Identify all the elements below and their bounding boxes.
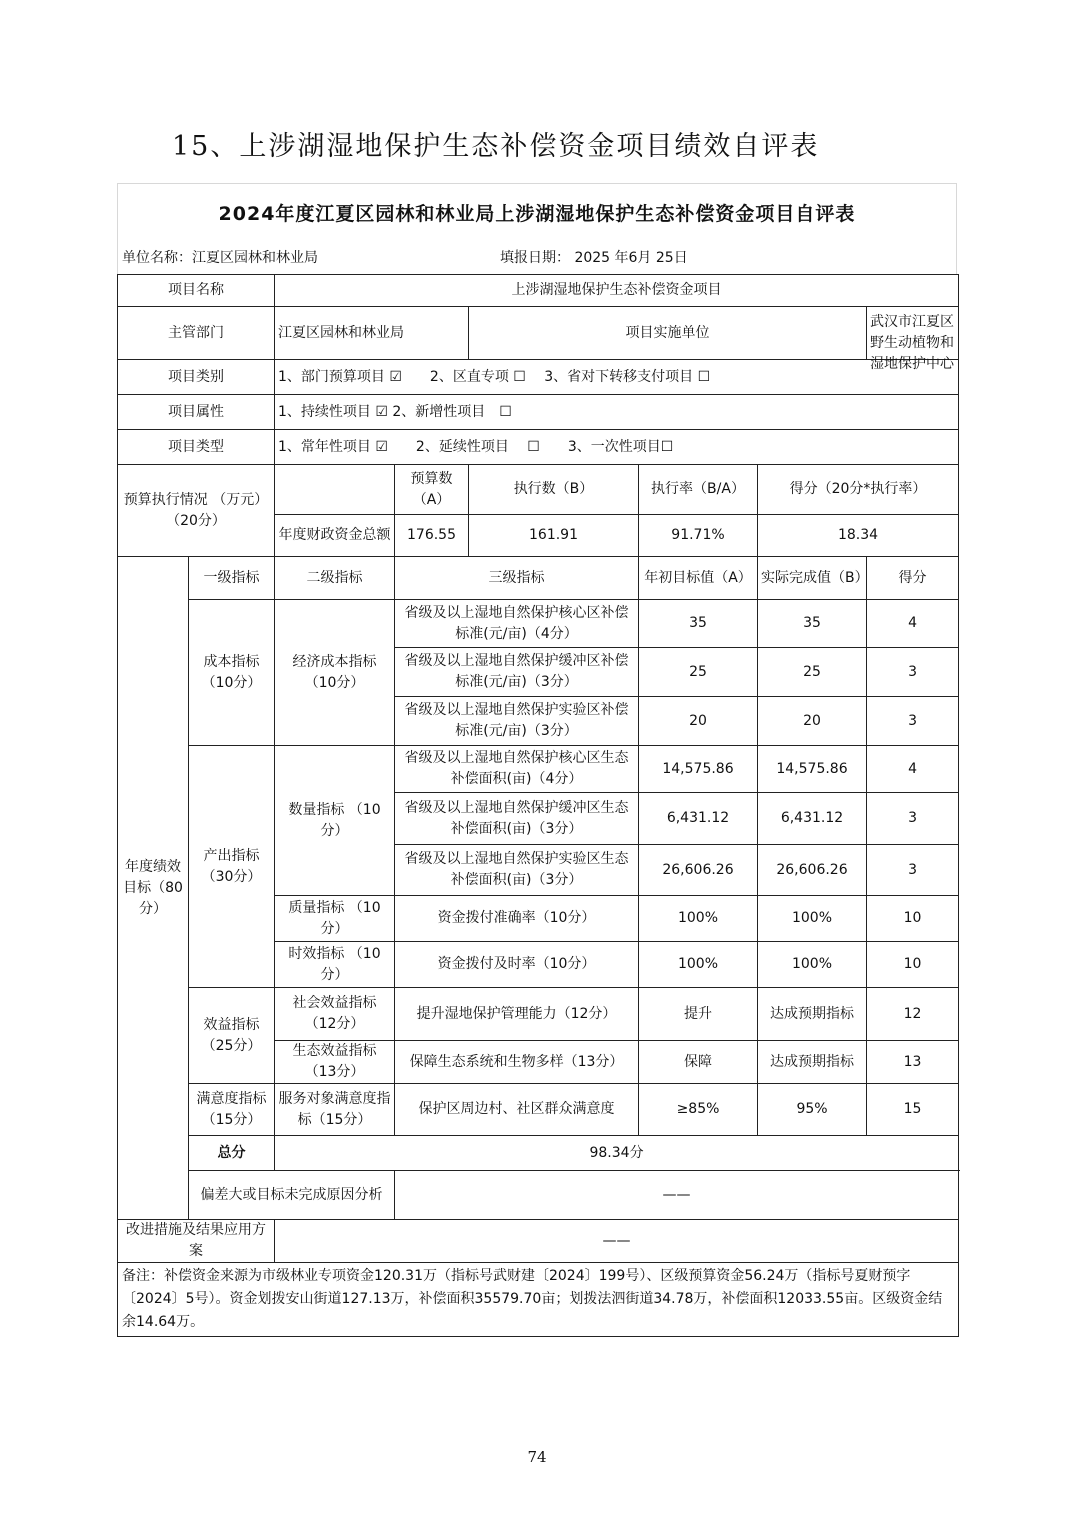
label-department: 主管部门 xyxy=(118,307,275,360)
row-category xyxy=(118,360,959,395)
indicator-name: 资金拨付及时率（10分） xyxy=(395,942,639,988)
budget-header-blank xyxy=(275,465,395,515)
indicator-target: 25 xyxy=(639,648,758,697)
indicator-actual: 100% xyxy=(758,896,867,942)
value-attribute: 1、持续性项目 ☑ 2、新增性项目 ☐ xyxy=(275,395,959,430)
value-project-name: 上涉湖湿地保护生态补偿资金项目 xyxy=(275,275,959,307)
impl-unit-text: 武汉市江夏区野生动植物和湿地保护中心 xyxy=(870,314,954,372)
indicator-name: 保障生态系统和生物多样（13分） xyxy=(395,1041,639,1084)
group-cost-econ: 经济成本指标（10分） xyxy=(275,600,395,746)
value-exec-b: 161.91 xyxy=(469,515,639,557)
evaluation-table xyxy=(117,274,959,1337)
label-budget-num: 预算数（A） xyxy=(395,465,469,515)
indicator-name: 保护区周边村、社区群众满意度 xyxy=(395,1084,639,1136)
table-row xyxy=(118,746,959,793)
label-attribute: 项目属性 xyxy=(118,395,275,430)
page-heading: 15、上涉湖湿地保护生态补偿资金项目绩效自评表 xyxy=(172,131,820,162)
indicator-target: ≥85% xyxy=(639,1084,758,1136)
label-exec-rate: 执行率（B/A） xyxy=(639,465,758,515)
indicator-target: 20 xyxy=(639,697,758,746)
indicator-actual: 6,431.12 xyxy=(758,793,867,845)
group-benefit-eco: 生态效益指标（13分） xyxy=(275,1041,395,1084)
row-deviation xyxy=(118,1171,959,1220)
value-deviation: —— xyxy=(395,1171,959,1220)
group-output-qty: 数量指标 （10分） xyxy=(275,746,395,896)
indicator-score: 12 xyxy=(867,988,959,1041)
value-budget-a: 176.55 xyxy=(395,515,469,557)
group-satisfaction-service: 服务对象满意度指标（15分） xyxy=(275,1084,395,1136)
row-budget-header xyxy=(118,465,959,515)
indicator-name: 省级及以上湿地自然保护核心区生态补偿面积(亩)（4分） xyxy=(395,746,639,793)
row-department xyxy=(118,307,959,360)
indicator-actual: 20 xyxy=(758,697,867,746)
indicator-actual: 25 xyxy=(758,648,867,697)
row-type xyxy=(118,430,959,465)
group-benefit-social: 社会效益指标（12分） xyxy=(275,988,395,1041)
group-cost: 成本指标（10分） xyxy=(189,600,275,746)
label-exec-num: 执行数（B） xyxy=(469,465,639,515)
indicator-score: 3 xyxy=(867,793,959,845)
value-type: 1、常年性项目 ☑ 2、延续性项目 ☐ 3、一次性项目☐ xyxy=(275,430,959,465)
group-output: 产出指标（30分） xyxy=(189,746,275,988)
indicator-actual: 35 xyxy=(758,600,867,648)
label-project-name: 项目名称 xyxy=(118,275,275,307)
indicator-target: 26,606.26 xyxy=(639,845,758,896)
row-total xyxy=(118,1136,959,1171)
indicator-name: 资金拨付准确率（10分） xyxy=(395,896,639,942)
indicator-name: 省级及以上湿地自然保护缓冲区补偿标准(元/亩)（3分） xyxy=(395,648,639,697)
group-output-time: 时效指标 （10分） xyxy=(275,942,395,988)
value-budget-score: 18.34 xyxy=(758,515,959,557)
value-total-score: 98.34分 xyxy=(275,1136,959,1171)
indicator-actual: 14,575.86 xyxy=(758,746,867,793)
indicator-actual: 95% xyxy=(758,1084,867,1136)
indicator-actual: 26,606.26 xyxy=(758,845,867,896)
table-title: 2024年度江夏区园林和林业局上涉湖湿地保护生态补偿资金项目自评表 xyxy=(117,183,957,240)
label-level1: 一级指标 xyxy=(189,557,275,600)
indicator-score: 3 xyxy=(867,648,959,697)
group-output-quality: 质量指标 （10分） xyxy=(275,896,395,942)
label-score: 得分 xyxy=(867,557,959,600)
indicator-score: 10 xyxy=(867,942,959,988)
label-annual-goal: 年度绩效目标（80分） xyxy=(118,557,189,1220)
indicator-target: 100% xyxy=(639,942,758,988)
indicator-name: 提升湿地保护管理能力（12分） xyxy=(395,988,639,1041)
table-row xyxy=(118,600,959,648)
group-satisfaction: 满意度指标（15分） xyxy=(189,1084,275,1136)
label-total: 总分 xyxy=(189,1136,275,1171)
indicator-name: 省级及以上湿地自然保护实验区生态补偿面积(亩)（3分） xyxy=(395,845,639,896)
self-evaluation-form xyxy=(117,183,957,1337)
indicator-score: 3 xyxy=(867,697,959,746)
indicator-target: 6,431.12 xyxy=(639,793,758,845)
label-actual-value: 实际完成值（B） xyxy=(758,557,867,600)
indicator-actual: 达成预期指标 xyxy=(758,988,867,1041)
label-level2: 二级指标 xyxy=(275,557,395,600)
indicator-actual: 100% xyxy=(758,942,867,988)
indicator-score: 3 xyxy=(867,845,959,896)
indicator-target: 保障 xyxy=(639,1041,758,1084)
label-score-formula: 得分（20分*执行率） xyxy=(758,465,959,515)
row-improvement xyxy=(118,1220,959,1263)
fill-date: 填报日期： 2025 年6月 25日 xyxy=(500,250,688,266)
row-project-name xyxy=(118,275,959,307)
indicator-name: 省级及以上湿地自然保护核心区补偿标准(元/亩)（4分） xyxy=(395,600,639,648)
value-category: 1、部门预算项目 ☑ 2、区直专项 ☐ 3、省对下转移支付项目 ☐ xyxy=(275,360,959,395)
label-target-value: 年初目标值（A） xyxy=(639,557,758,600)
indicator-score: 13 xyxy=(867,1041,959,1084)
unit-name: 单位名称：江夏区园林和林业局 xyxy=(122,250,318,266)
group-benefit: 效益指标（25分） xyxy=(189,988,275,1084)
indicator-score: 4 xyxy=(867,600,959,648)
label-budget-exec: 预算执行情况 （万元）（20分） xyxy=(118,465,275,557)
row-indicator-header xyxy=(118,557,959,600)
value-department: 江夏区园林和林业局 xyxy=(275,307,469,360)
page-number: 74 xyxy=(527,1448,547,1466)
label-improvement: 改进措施及结果应用方案 xyxy=(118,1220,275,1263)
indicator-target: 14,575.86 xyxy=(639,746,758,793)
value-improvement: —— xyxy=(275,1220,959,1263)
label-type: 项目类型 xyxy=(118,430,275,465)
indicator-score: 4 xyxy=(867,746,959,793)
indicator-score: 15 xyxy=(867,1084,959,1136)
indicator-name: 省级及以上湿地自然保护实验区补偿标准(元/亩)（3分） xyxy=(395,697,639,746)
meta-row xyxy=(117,240,957,274)
label-deviation: 偏差大或目标未完成原因分析 xyxy=(189,1171,395,1220)
indicator-name: 省级及以上湿地自然保护缓冲区生态补偿面积(亩)（3分） xyxy=(395,793,639,845)
indicator-target: 35 xyxy=(639,600,758,648)
value-impl-unit xyxy=(867,307,959,372)
table-row xyxy=(118,988,959,1041)
indicator-target: 提升 xyxy=(639,988,758,1041)
value-exec-rate: 91.71% xyxy=(639,515,758,557)
note: 备注：补偿资金来源为市级林业专项资金120.31万（指标号武财建〔2024〕199号）、区级预算资金56.24万（指标号夏财预字〔2024〕5号）。资金划拨安山街道127.13万，补偿面积35579.70亩；划拨法泗街道34.78万，补偿面积12033.55亩。区级资金结余14.64万。 xyxy=(118,1263,959,1337)
label-impl-unit: 项目实施单位 xyxy=(469,307,867,360)
indicator-actual: 达成预期指标 xyxy=(758,1041,867,1084)
label-level3: 三级指标 xyxy=(395,557,639,600)
label-annual-funds: 年度财政资金总额 xyxy=(275,515,395,557)
row-note xyxy=(118,1263,959,1337)
table-row xyxy=(118,1084,959,1136)
label-category: 项目类别 xyxy=(118,360,275,395)
row-attribute xyxy=(118,395,959,430)
indicator-score: 10 xyxy=(867,896,959,942)
indicator-target: 100% xyxy=(639,896,758,942)
